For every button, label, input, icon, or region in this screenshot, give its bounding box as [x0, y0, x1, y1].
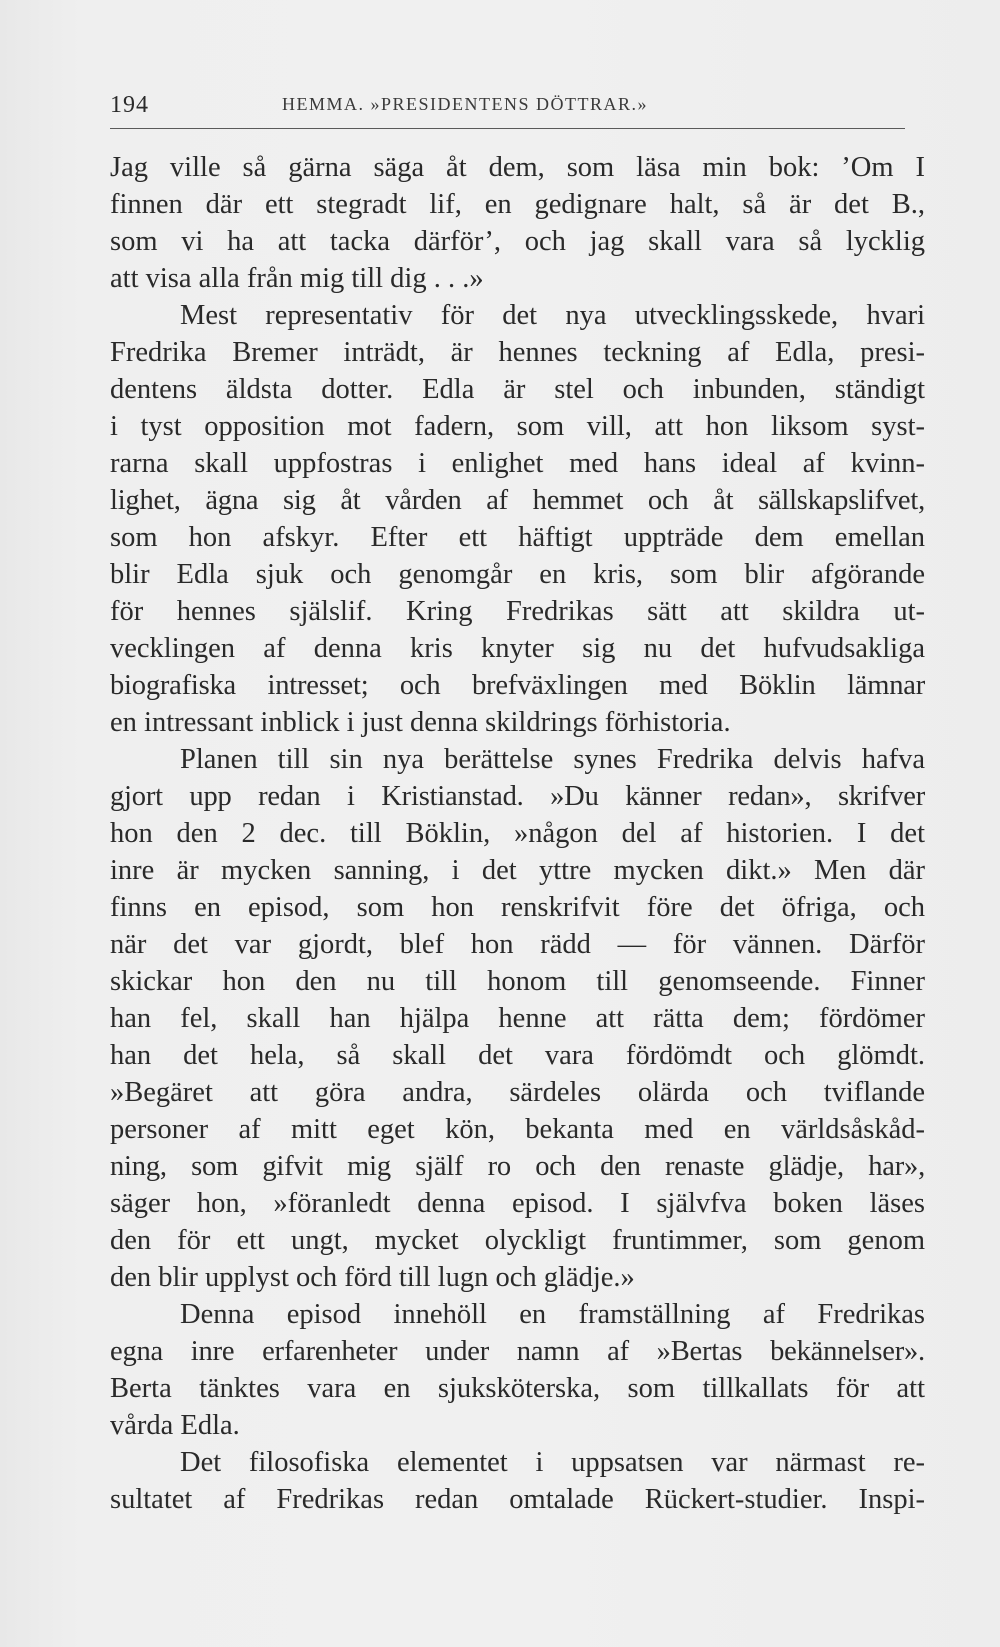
text-line: Jag ville så gärna säga åt dem, som läsa min bok: ’Om I: [110, 152, 925, 183]
text-line: skickar hon den nu till honom till genomseende. Finner: [110, 966, 925, 997]
text-line: som hon afskyr. Efter ett häftigt uppträde dem emellan: [110, 522, 925, 553]
text-line: vecklingen af denna kris knyter sig nu det hufvudsakliga: [110, 633, 925, 664]
text-line: personer af mitt eget kön, bekanta med en världsåskåd-: [110, 1114, 925, 1145]
text-line: Fredrika Bremer inträdt, är hennes teckning af Edla, presi-: [110, 337, 925, 368]
text-line: säger hon, »föranledt denna episod. I självfva boken läses: [110, 1188, 925, 1219]
text-line: Planen till sin nya berättelse synes Fredrika delvis hafva: [180, 744, 925, 775]
text-line: när det var gjordt, blef hon rädd — för vännen. Därför: [110, 929, 925, 960]
page-number: 194: [110, 92, 149, 118]
text-line: att visa alla från mig till dig . . .»: [110, 263, 484, 294]
text-line: för hennes själslif. Kring Fredrikas sätt att skildra ut-: [110, 596, 925, 627]
text-line: finnen där ett stegradt lif, en gedignare halt, så är det B.,: [110, 189, 925, 220]
text-line: inre är mycken sanning, i det yttre mycken dikt.» Men där: [110, 855, 925, 886]
text-line: han det hela, så skall det vara fördömdt och glömdt.: [110, 1040, 925, 1071]
text-line: sultatet af Fredrikas redan omtalade Rückert-studier. Inspi-: [110, 1484, 925, 1515]
text-line: vårda Edla.: [110, 1410, 240, 1441]
text-line: den blir upplyst och förd till lugn och glädje.»: [110, 1262, 635, 1293]
text-line: en intressant inblick i just denna skildrings förhistoria.: [110, 707, 731, 738]
text-line: Det filosofiska elementet i uppsatsen var närmast re-: [180, 1447, 925, 1478]
text-line: »Begäret att göra andra, särdeles olärda och tviflande: [110, 1077, 925, 1108]
text-line: hon den 2 dec. till Böklin, »någon del af historien. I det: [110, 818, 925, 849]
running-title: HEMMA. »PRESIDENTENS DÖTTRAR.»: [282, 94, 649, 114]
text-line: Berta tänktes vara en sjuksköterska, som tillkallats för att: [110, 1373, 925, 1404]
text-line: i tyst opposition mot fadern, som vill, att hon liksom syst-: [110, 411, 925, 442]
text-line: blir Edla sjuk och genomgår en kris, som blir afgörande: [110, 559, 925, 590]
text-line: biografiska intresset; och brefväxlingen med Böklin lämnar: [110, 670, 925, 701]
text-line: egna inre erfarenheter under namn af »Bertas bekännelser».: [110, 1336, 925, 1367]
text-line: rarna skall uppfostras i enlighet med hans ideal af kvinn-: [110, 448, 925, 479]
text-line: gjort upp redan i Kristianstad. »Du känner redan», skrifver: [110, 781, 925, 812]
page-header: [110, 88, 905, 129]
text-line: dentens äldsta dotter. Edla är stel och inbunden, ständigt: [110, 374, 925, 405]
text-line: som vi ha att tacka därför’, och jag skall vara så lycklig: [110, 226, 925, 257]
text-line: den för ett ungt, mycket olyckligt fruntimmer, som genom: [110, 1225, 925, 1256]
text-line: han fel, skall han hjälpa henne att rätta dem; fördömer: [110, 1003, 925, 1034]
text-line: ning, som gifvit mig själf ro och den renaste glädje, har»,: [110, 1151, 925, 1182]
text-line: Mest representativ för det nya utvecklingsskede, hvari: [180, 300, 925, 331]
body-text: [110, 149, 925, 1518]
text-line: Denna episod innehöll en framställning af Fredrikas: [180, 1299, 925, 1330]
text-line: lighet, ägna sig åt vården af hemmet och åt sällskapslifvet,: [110, 485, 925, 516]
text-line: finns en episod, som hon renskrifvit före det öfriga, och: [110, 892, 925, 923]
